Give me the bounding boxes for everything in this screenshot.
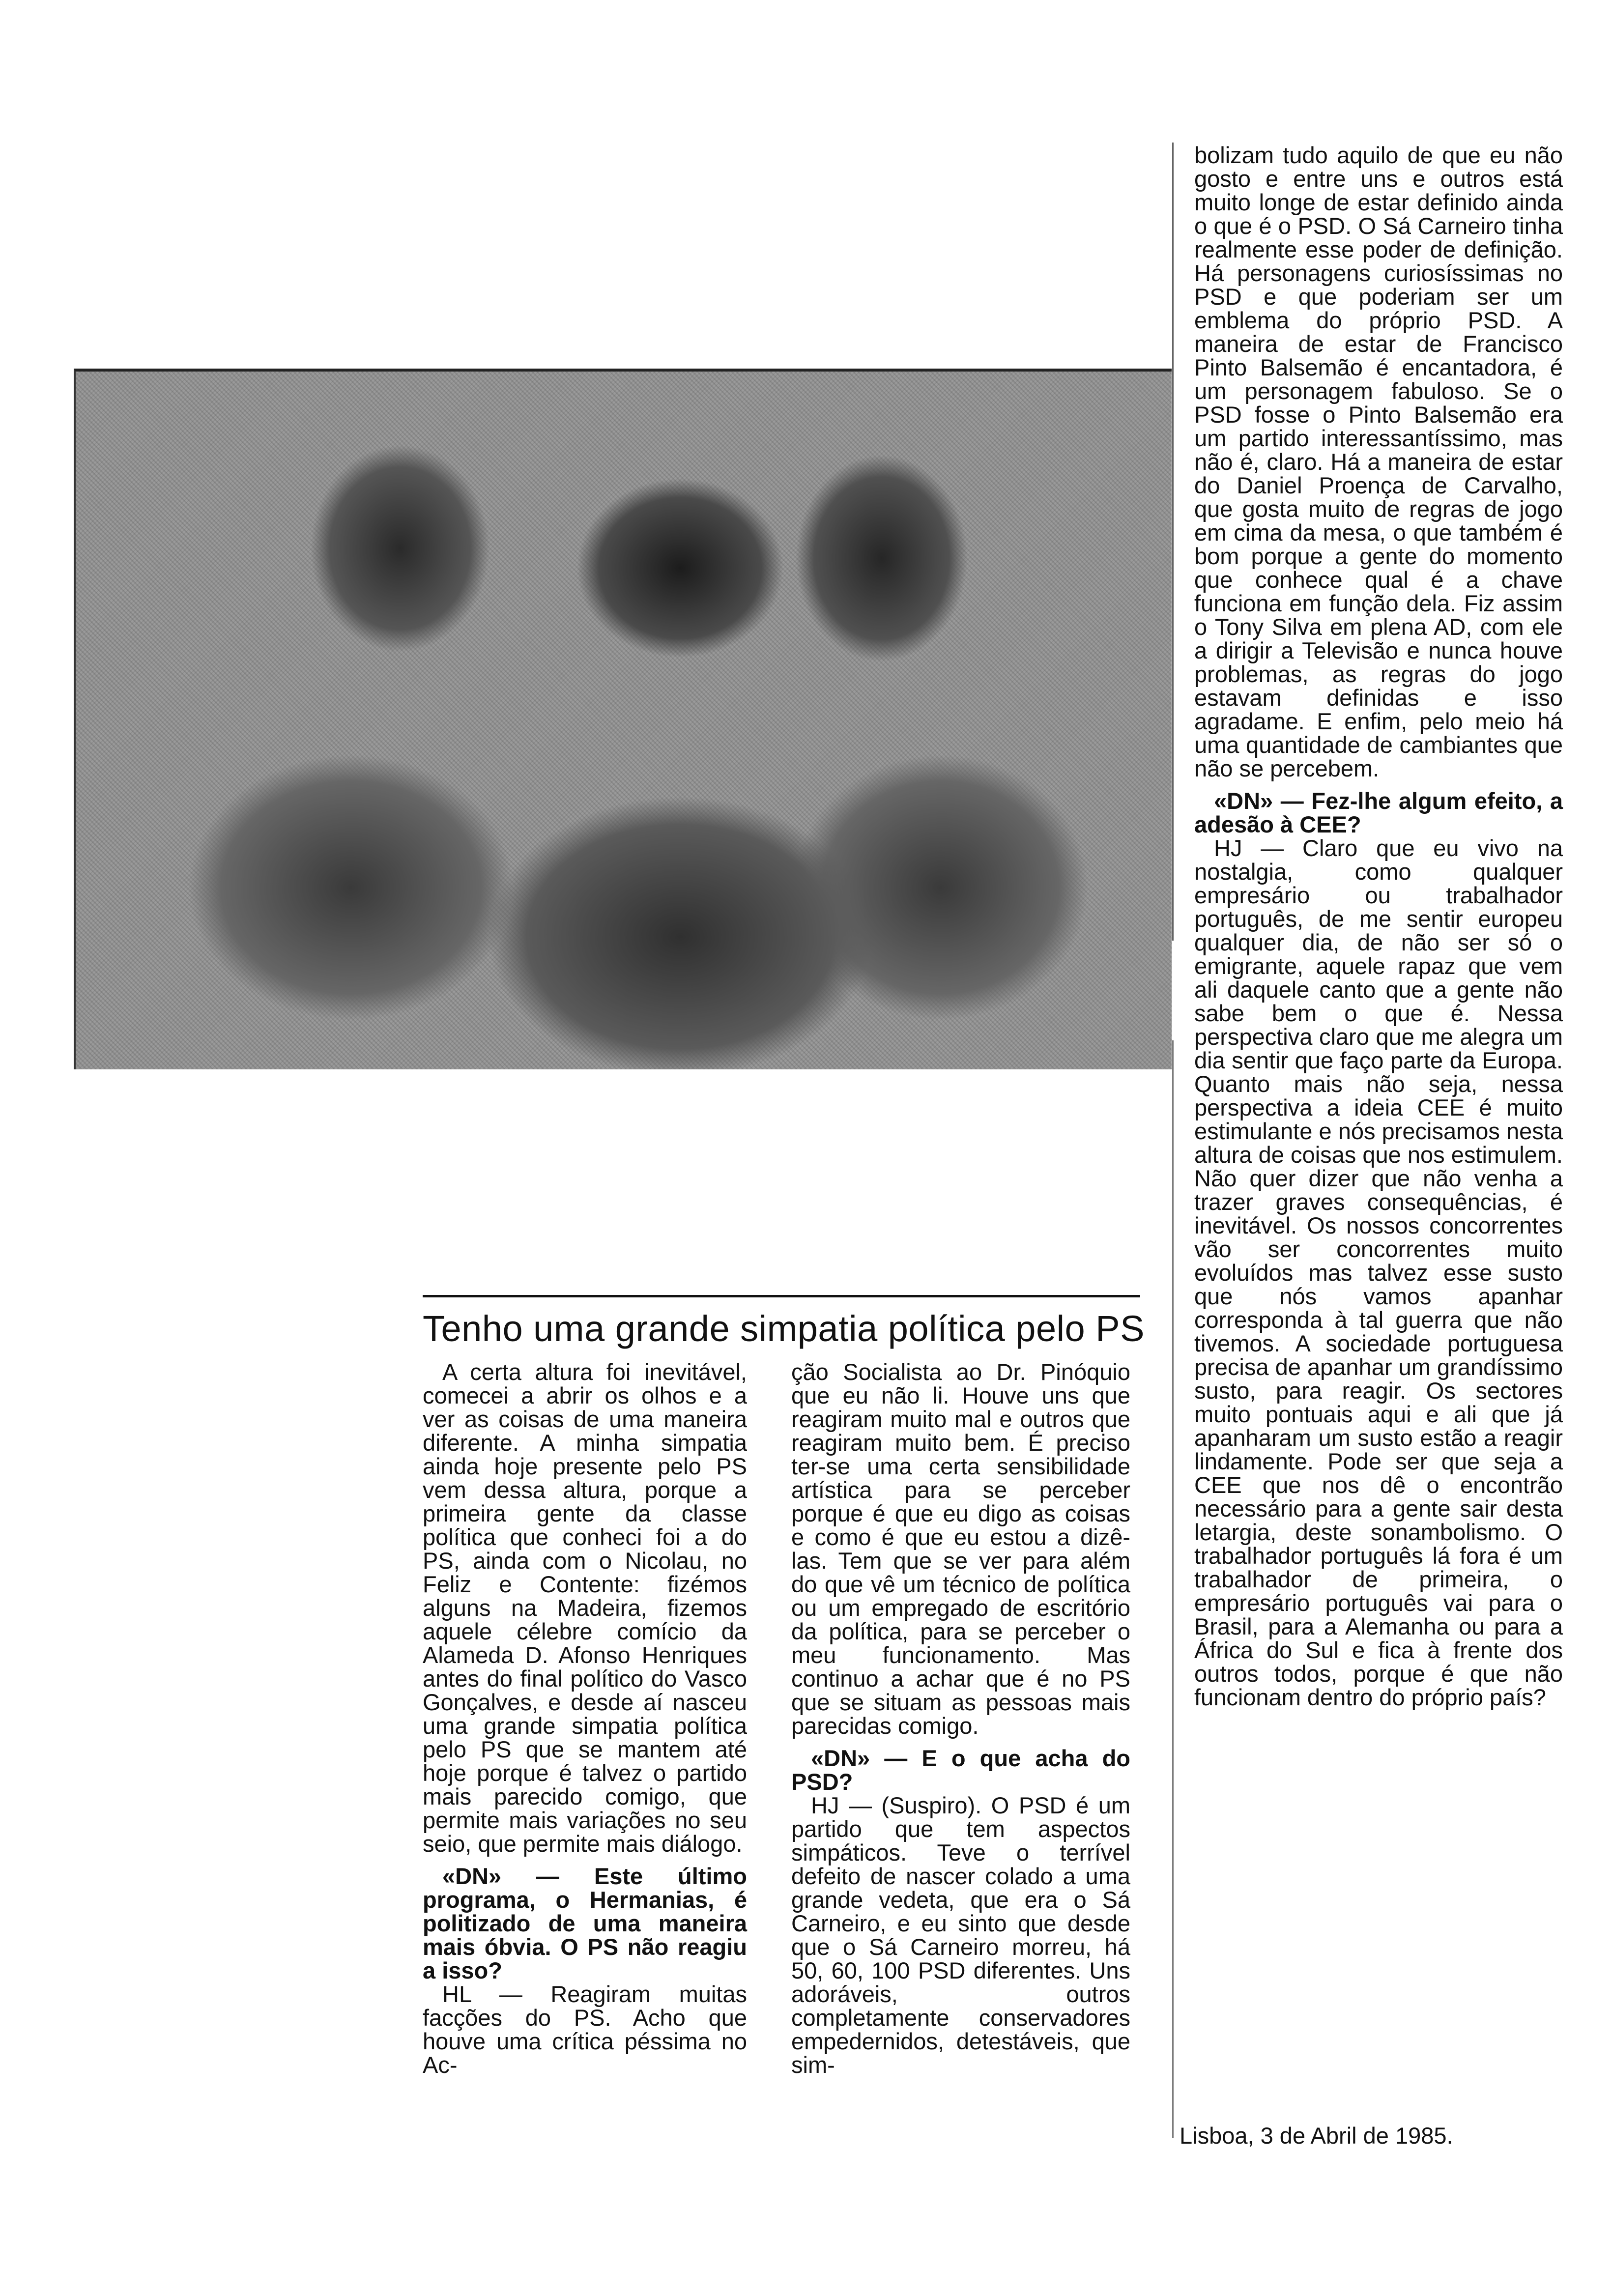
interview-answer: HL — Reagiram muitas facções do PS. Acho que houve uma crítica péssima no Ac-	[423, 1981, 747, 2078]
interview-question: «DN» — Fez-lhe algum efeito, a adesão à CEE?	[1194, 788, 1563, 837]
text-column-right	[1194, 144, 1563, 1709]
paragraph: ção Socialista ao Dr. Pinóquio que eu não li. Houve uns que reagiram muito mal e outros que reagiram muito bem. É preciso ter-se uma certa sensibilidade artística para se perceber porque é que eu digo as coisas e como é que eu estou a dizê-las. Tem que se ver para além do que vê um técnico de política ou um empregado de escritório da política, para se perceber o meu funcionamento. Mas continuo a achar que é no PS que se situam as pessoas mais parecidas comigo.	[791, 1359, 1130, 1739]
interview-question: «DN» — E o que acha do PSD?	[791, 1745, 1130, 1795]
interview-question: «DN» — Este último programa, o Hermanias, é politizado de uma maneira mais óbvia. O PS não reagiu a isso?	[423, 1863, 747, 1983]
article-headline: Tenho uma grande simpatia política pelo PS	[423, 1308, 1145, 1349]
dateline: Lisboa, 3 de Abril de 1985.	[1180, 2123, 1453, 2149]
interview-answer: HJ — (Suspiro). O PSD é um partido que tem aspectos simpáticos. Teve o terrível defeito de nascer colado a uma grande vedeta, que era o Sá Carneiro, e eu sinto que desde que o Sá Carneiro morreu, há 50, 60, 100 PSD diferentes. Uns adoráveis, outros completamente conservadores empedernidos, detestáveis, que sim-	[791, 1792, 1130, 2078]
paragraph: A certa altura foi inevitável, comecei a abrir os olhos e a ver as coisas de uma maneira diferente. A minha simpatia ainda hoje presente pelo PS vem dessa altura, porque a primeira gente da classe política que conheci foi a do PS, ainda com o Nicolau, no Feliz e Contente: fizémos alguns na Madeira, fizemos aquele célebre comício da Alameda D. Afonso Henriques antes do final político do Vasco Gonçalves, e desde aí nasceu uma grande simpatia política pelo PS que se mantem até hoje porque é talvez o partido mais parecido comigo, que permite mais variações no seu seio, que permite mais diálogo.	[423, 1359, 747, 1857]
column-divider	[1172, 143, 1174, 2138]
article-photo	[74, 369, 1172, 1069]
headline-rule	[423, 1295, 1140, 1297]
interview-answer: HJ — Claro que eu vivo na nostalgia, como qualquer empresário ou trabalhador português, de me sentir europeu qualquer dia, de não ser só o emigrante, aquele rapaz que vem ali daquele canto que a gente não sabe bem o que é. Nessa perspectiva claro que me alegra um dia sentir que faço parte da Europa. Quanto mais não seja, nessa perspectiva a ideia CEE é muito estimulante e nós precisamos nesta altura de coisas que nos estimulem. Não quer dizer que não venha a trazer graves consequências, é inevitável. Os nossos concorrentes vão ser concorrentes muito evoluídos mas talvez esse susto que nós vamos apanhar corresponda à tal guerra que não tivemos. A sociedade portuguesa precisa de apanhar um grandíssimo susto, para reagir. Os sectores muito pontuais aqui e ali que já apanharam um susto estão a reagir lindamente. Pode ser que seja a CEE que nos dê o encontrão necessário para a gente sair desta letargia, deste sonambolismo. O trabalhador português lá fora é um trabalhador de primeira, o empresário português vai para o Brasil, para a Alemanha ou para a África do Sul e fica à frente dos outros todos, porque é que não funcionam dentro do próprio país?	[1194, 835, 1563, 1710]
paragraph: bolizam tudo aquilo de que eu não gosto e entre uns e outros está muito longe de estar definido ainda o que é o PSD. O Sá Carneiro tinha realmente esse poder de definição. Há personagens curiosíssimas no PSD e que poderiam ser um emblema do próprio PSD. A maneira de estar de Francisco Pinto Balsemão é encantadora, é um personagem fabuloso. Se o PSD fosse o Pinto Balsemão era um partido interessantíssimo, mas não é, claro. Há a maneira de estar do Daniel Proença de Carvalho, que gosta muito de regras de jogo em cima da mesa, o que também é bom porque a gente do momento que conhece qual é a chave funciona em função dela. Fiz assim o Tony Silva em plena AD, com ele a dirigir a Televisão e nunca houve problemas, as regras do jogo estavam definidas e isso agradame. E enfim, pelo meio há uma quantidade de cambiantes que não se percebem.	[1194, 142, 1563, 781]
text-column-middle	[791, 1360, 1130, 2077]
text-column-left	[423, 1360, 747, 2077]
